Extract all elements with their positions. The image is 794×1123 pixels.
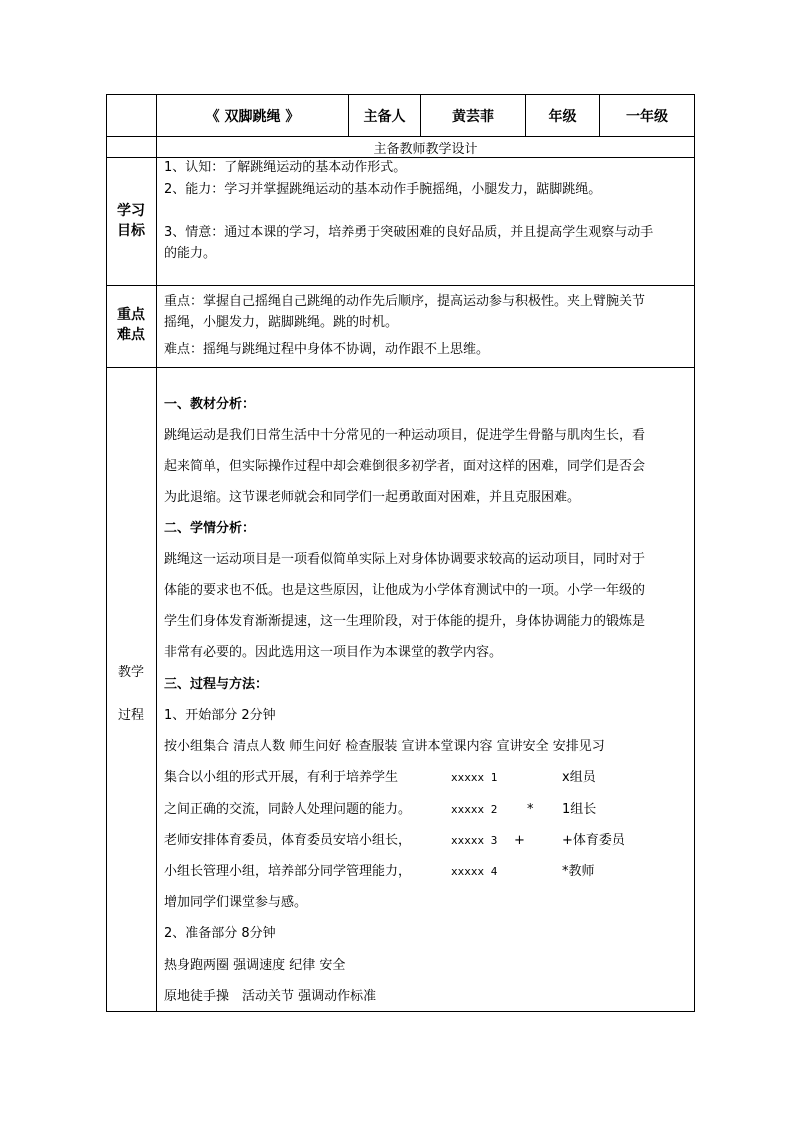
objective-item: 3、情意：通过本课的学习，培养勇于突破困难的良好品质，并且提高学生观察与动手 [164, 225, 654, 240]
preparer-name: 黄芸菲 [452, 108, 494, 125]
section-heading: 二、学情分析： [164, 521, 256, 536]
paragraph-line: 学生们身体发育渐渐提速，这一生理阶段，对于体能的提升，身体协调能力的锻炼是 [164, 614, 646, 629]
keypoint-line: 难点：摇绳与跳绳过程中身体不协调，动作跟不上思维。 [164, 342, 490, 357]
section-heading: 一、教材分析： [164, 397, 256, 412]
part-heading: 1、开始部分 2分钟 [164, 708, 276, 723]
objective-item: 2、能力：学习并掌握跳绳运动的基本动作手腕摇绳，小腿发力，踮脚跳绳。 [164, 182, 602, 197]
formation-text: 老师安排体育委员，体育委员安培小组长， [164, 833, 412, 848]
process-label-line2: 过程 [117, 708, 144, 723]
column-divider [156, 94, 157, 1012]
formation-legend: x组员 [562, 770, 596, 785]
formation-code: xxxxx 3 [451, 834, 498, 847]
grade-value: 一年级 [626, 108, 668, 125]
formation-legend: +体育委员 [562, 833, 625, 848]
grade-label: 年级 [548, 108, 577, 125]
activity-line: 热身跑两圈 强调速度 纪律 安全 [164, 958, 346, 973]
process-label-line1: 教学 [117, 665, 144, 680]
row-divider [106, 157, 695, 158]
keypoints-label-line2: 难点 [117, 327, 145, 343]
preparer-label: 主备人 [363, 108, 406, 125]
keypoints-label-line1: 重点 [117, 307, 145, 323]
activity-line: 按小组集合 清点人数 师生问好 检查服装 宣讲本堂课内容 宣讲安全 安排见习 [164, 739, 605, 754]
formation-legend: 1组长 [562, 802, 597, 817]
formation-code: xxxxx 2 [451, 803, 498, 816]
keypoint-line: 摇绳，小腿发力，踮脚跳绳。跳的时机。 [164, 315, 399, 330]
formation-code: xxxxx 4 [451, 865, 498, 878]
paragraph-line: 起来简单，但实际操作过程中却会难倒很多初学者，面对这样的困难，同学们是否会 [164, 459, 646, 474]
paragraph-line: 跳绳这一运动项目是一项看似简单实际上对身体协调要求较高的运动项目，同时对于 [164, 552, 646, 567]
activity-line: 原地徒手操 活动关节 强调动作标准 [164, 989, 377, 1004]
formation-text: 小组长管理小组，培养部分同学管理能力， [164, 864, 412, 879]
paragraph-line: 跳绳运动是我们日常生活中十分常见的一种运动项目，促进学生骨骼与肌肉生长，看 [164, 428, 646, 443]
paragraph-line: 非常有必要的。因此选用这一项目作为本课堂的教学内容。 [164, 645, 503, 660]
paragraph-line: 体能的要求也不低。也是这些原因，让他成为小学体育测试中的一项。小学一年级的 [164, 583, 646, 598]
objective-item: 1、认知：了解跳绳运动的基本动作形式。 [164, 160, 407, 175]
formation-text: 集合以小组的形式开展，有利于培养学生 [164, 770, 399, 785]
objectives-label [106, 201, 156, 241]
row-divider [106, 367, 695, 368]
paragraph-line: 增加同学们课堂参与感。 [164, 895, 308, 910]
formation-code: xxxxx 1 [451, 771, 498, 784]
keypoint-line: 重点：掌握自己摇绳自己跳绳的动作先后顺序，提高运动参与积极性。夹上臂腕关节 [164, 294, 646, 309]
part-heading: 2、准备部分 8分钟 [164, 926, 276, 941]
formation-mark: + [514, 833, 525, 848]
formation-legend: *教师 [562, 864, 595, 879]
lesson-title: 《 双脚跳绳 》 [205, 108, 300, 125]
row-divider [106, 285, 695, 286]
formation-mark: * [527, 802, 534, 817]
objectives-label-line2: 目标 [117, 223, 145, 239]
objective-item: 的能力。 [164, 246, 217, 261]
paragraph-line: 为此退缩。这节课老师就会和同学们一起勇敢面对困难，并且克服困难。 [164, 490, 581, 505]
section-heading: 三、过程与方法： [164, 677, 269, 692]
section-subheader: 主备教师教学设计 [373, 141, 478, 157]
objectives-label-line1: 学习 [117, 203, 145, 219]
formation-text: 之间正确的交流，同龄人处理问题的能力。 [164, 802, 412, 817]
keypoints-label [106, 305, 156, 345]
